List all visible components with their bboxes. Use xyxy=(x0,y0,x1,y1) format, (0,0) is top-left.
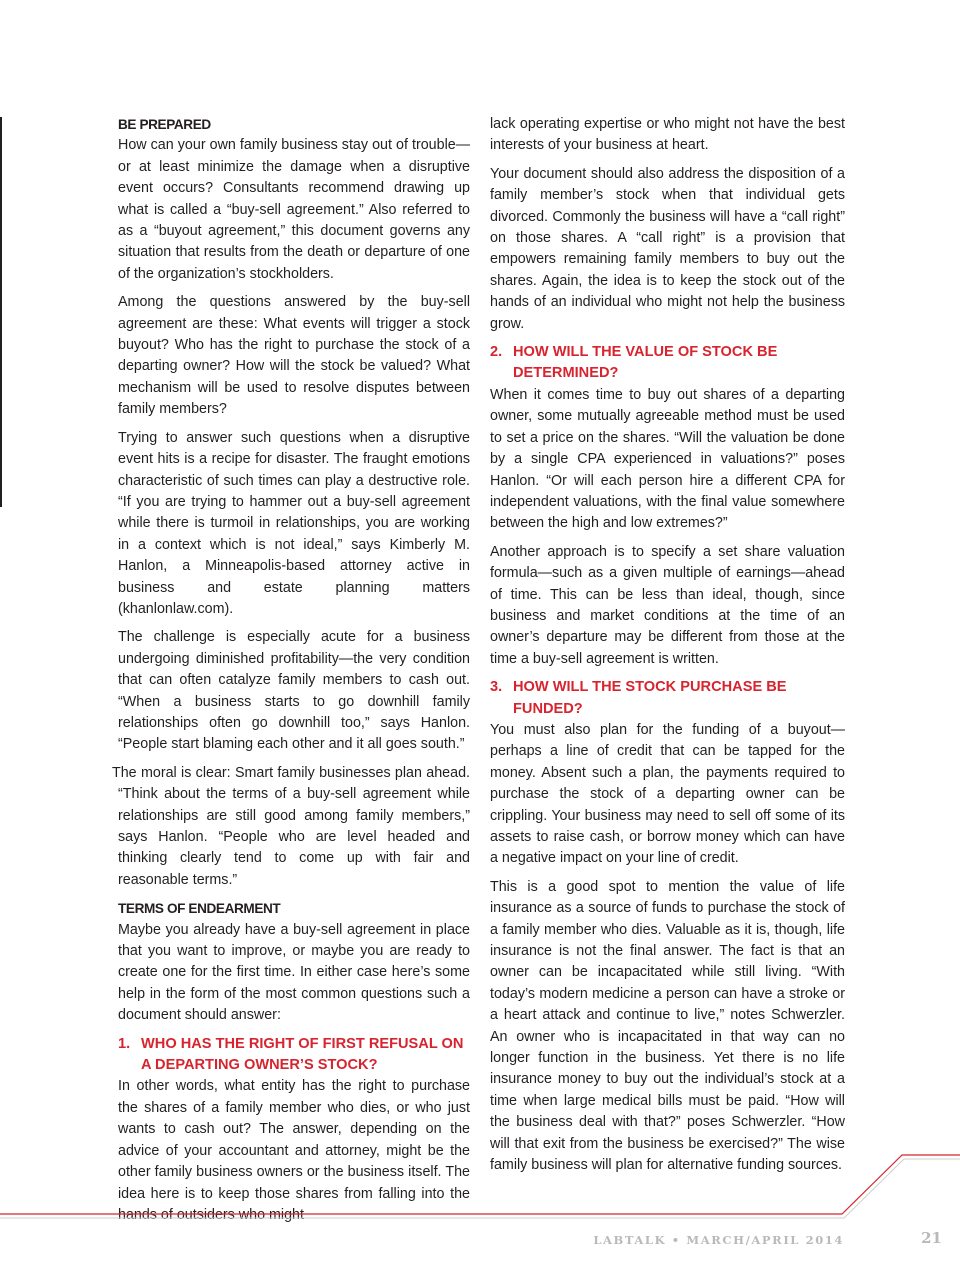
question-number: 3. xyxy=(490,679,503,696)
paragraph: Trying to answer such questions when a disruptive event hits is a recipe for disaster. The fraught emotions characteristic of such times can play a destructive role. “If you are trying to hammer out a buy-sell agreement while there is turmoil in relationships, you are working in a context which is not ideal,” says Kimberly M. Hanlon, a Minneapolis-based attorney active in business and estate planning matters (khanlonlaw.com). xyxy=(118,429,470,617)
footer-accent-lines xyxy=(0,1150,960,1270)
question-heading-1 xyxy=(118,1034,470,1077)
question-heading-2 xyxy=(490,342,845,385)
paragraph: When it comes time to buy out shares of a departing owner, some mutually agreeable method must be used to set a price on the shares. “Will the valuation be done by a single CPA experienced in valuations?” poses Hanlon. “Or will each person hire a different CPA for independent valuations, with the final value somewhere between the high and low extremes?” xyxy=(490,386,845,532)
question-number: 2. xyxy=(490,344,503,361)
left-margin-rule xyxy=(0,117,2,507)
paragraph: lack operating expertise or who might not have the best interests of your business at heart. xyxy=(490,116,845,154)
paragraph: Another approach is to specify a set share valuation formula—such as a given multiple of earnings—ahead of time. This can be less than ideal, though, since business and market conditions at the time of an owner’s departure may be different from those at the time a buy-sell agreement is written. xyxy=(490,543,845,667)
paragraph: How can your own family business stay out of trouble—or at least minimize the damage when a disruptive event occurs? Consultants recommend drawing up what is called a “buy-sell agreement.” Also referred to as a “buyout agreement,” this document governs any situation that results from the death or departure of one of the organization’s stockholders. xyxy=(118,137,470,282)
right-column xyxy=(490,114,845,1184)
paragraph: Among the questions answered by the buy-sell agreement are these: What events will trigger a stock buyout? Who has the right to purchase the stock of a departing owner? How will the stock be valued? What mechanism will be used to resolve disputes between family members? xyxy=(118,294,470,418)
paragraph: The moral is clear: Smart family businesses plan ahead. “Think about the terms of a buy-sell agreement while relationships are still good among family members,” says Hanlon. “People who are level headed and thinking clearly tend to come up with fair and reasonable terms.” xyxy=(112,764,470,888)
paragraph: Maybe you already have a buy-sell agreement in place that you want to improve, or maybe you are ready to create one for the first time. In either case here’s some help in the form of the most common questions such a document should answer: xyxy=(118,921,470,1024)
footer-publication: LABTALK • MARCH/APRIL 2014 xyxy=(593,1233,844,1247)
footer-red-line xyxy=(0,1155,960,1214)
paragraph: Your document should also address the disposition of a family member’s stock when that individual gets divorced. Commonly the business will have a “call right” on those shares. A “call right” is a provision that empowers remaining family members to buy out the shares. Again, the idea is to keep the stock out of the hands of an individual who might not help the business grow. xyxy=(490,165,845,332)
section-heading-terms-of-endearment: TERMS OF ENDEARMENT xyxy=(118,901,281,917)
paragraph: You must also plan for the funding of a buyout—perhaps a line of credit that can be tapped for the money. Absent such a plan, the payments required to purchase the stock of a departing owner can be crippling. Your business may need to sell off some of its assets to raise cash, or borrow money which can have a negative impact on your line of credit. xyxy=(490,721,845,867)
question-text: HOW WILL THE STOCK PURCHASE BE FUNDED? xyxy=(513,679,787,717)
question-text: HOW WILL THE VALUE OF STOCK BE DETERMINED? xyxy=(513,344,778,382)
left-column xyxy=(112,114,470,1233)
paragraph: This is a good spot to mention the value of life insurance as a source of funds to purchase the stock of a family member who dies. Valuable as it is, though, life insurance is not the final answer. The fact is that an owner can be incapacitated while still living. “With today’s modern medicine a person can have a stroke or a heart attack and continue to live,” notes Schwerzler. An owner who is incapacitated in that way can no longer function in the business. Yet there is no life insurance money to buy out the individual’s stock at a time when large medical bills must be paid. “How will the business deal with that?” poses Schwerzler. “How will that exit from the business be exercised?” The wise family business will plan for alternative funding sources. xyxy=(490,878,845,1174)
page-number: 21 xyxy=(921,1229,942,1247)
question-text: WHO HAS THE RIGHT OF FIRST REFUSAL ON A DEPARTING OWNER’S STOCK? xyxy=(141,1035,464,1074)
paragraph: The challenge is especially acute for a business undergoing diminished profitability—the very condition that can often catalyze family members to cash out. “When a business starts to go downhill family relationships often go downhill too,” says Hanlon. “People start blaming each other and it all goes south.” xyxy=(118,629,470,753)
section-heading-be-prepared: BE PREPARED xyxy=(118,117,211,132)
question-heading-3 xyxy=(490,677,845,720)
paragraph: In other words, what entity has the right to purchase the shares of a family member who dies, or who just wants to cash out? The answer, depending on the advice of your accountant and attorney, might be the other family business owners or the business itself. The idea here is to keep those shares from falling into the hands of outsiders who might xyxy=(118,1078,470,1223)
footer-grey-line xyxy=(0,1159,960,1218)
question-number: 1. xyxy=(118,1035,131,1052)
